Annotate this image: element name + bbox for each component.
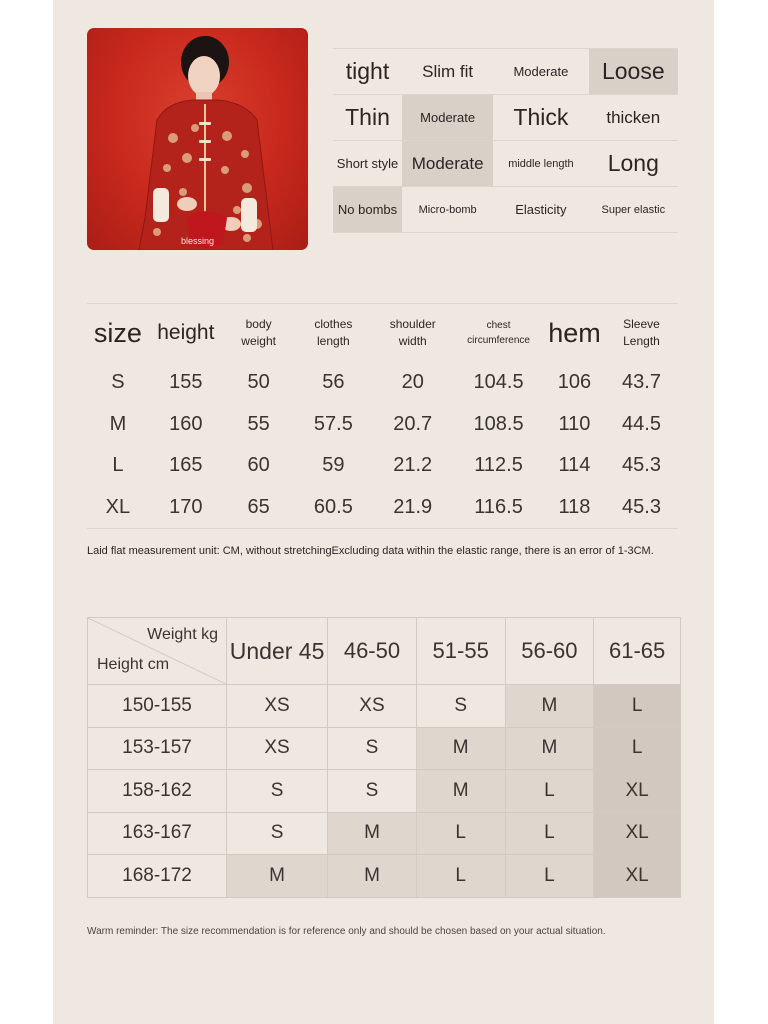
measurement-cell: 45.3	[622, 454, 661, 477]
recommended-size-cell: XL	[594, 855, 681, 898]
recommendation-row	[88, 812, 681, 855]
attribute-row	[333, 187, 678, 233]
attribute-cell: Elasticity	[493, 187, 588, 233]
measurement-cell: 56	[322, 371, 345, 394]
weight-column-header: 56-60	[505, 618, 594, 685]
recommended-size-cell: M	[416, 770, 505, 813]
attribute-cell: tight	[333, 49, 402, 95]
recommended-size-cell: L	[416, 855, 505, 898]
attribute-cell: Micro-bomb	[402, 187, 493, 233]
recommended-size-cell: L	[594, 685, 681, 728]
recommended-size-cell: L	[505, 855, 594, 898]
measurement-cell: 65	[223, 487, 295, 529]
attribute-row	[333, 141, 678, 187]
measurement-cell: 155	[169, 371, 203, 394]
measurement-column-header: clothes length	[294, 304, 372, 363]
weight-axis-label: Weight kg	[147, 626, 218, 643]
measurement-column-header: hem	[544, 304, 605, 363]
measurement-cell: 110	[558, 412, 591, 435]
measurement-cell: 160	[169, 412, 203, 435]
measurement-cell: XL	[87, 487, 149, 529]
recommended-size-cell: M	[416, 727, 505, 770]
attribute-cell: middle length	[493, 141, 588, 187]
measurement-cell: 50	[247, 371, 270, 394]
measurement-column-header: body weight	[223, 304, 295, 363]
weight-column-header: 61-65	[594, 618, 681, 685]
measurement-cell: 106	[557, 371, 592, 394]
measurement-cell: 170	[149, 487, 223, 529]
attribute-cell-selected: Loose	[589, 49, 678, 95]
measurement-cell: 116.5	[453, 487, 544, 529]
height-range-cell: 153-157	[88, 727, 227, 770]
measurement-cell: M	[109, 412, 127, 435]
recommended-size-cell: S	[328, 727, 417, 770]
weight-column-header: Under 45	[227, 618, 328, 685]
measurement-cell: S	[111, 371, 125, 394]
attribute-cell-selected: Moderate	[402, 95, 493, 141]
recommended-size-cell: XS	[227, 685, 328, 728]
measurement-header-row	[87, 304, 678, 363]
measurement-column-header: chest circumference	[453, 304, 544, 363]
corner-header	[88, 618, 227, 685]
measurement-row	[87, 487, 678, 529]
recommended-size-cell: S	[227, 770, 328, 813]
measurement-cell: 112.5	[474, 454, 523, 477]
attribute-cell: Thick	[493, 95, 588, 141]
recommendation-row	[88, 727, 681, 770]
photo-caption: blessing	[180, 236, 215, 246]
measurement-cell: 104.5	[473, 371, 524, 394]
recommendation-row	[88, 770, 681, 813]
measurement-column-header: height	[149, 304, 223, 363]
attribute-cell-selected: No bombs	[333, 187, 402, 233]
recommended-size-cell: M	[328, 812, 417, 855]
measurement-column-header: Sleeve Length	[605, 304, 678, 363]
recommended-size-cell: S	[227, 812, 328, 855]
height-axis-label: Height cm	[97, 656, 170, 673]
weight-header-row	[88, 618, 681, 685]
recommended-size-cell: XS	[328, 685, 417, 728]
recommended-size-cell: XS	[227, 727, 328, 770]
measurement-cell: 114	[558, 454, 591, 477]
measurement-cell: 108.5	[473, 412, 524, 435]
measurement-cell: 20	[401, 371, 424, 394]
product-photo	[87, 28, 308, 250]
measurement-column-header: shoulder width	[372, 304, 453, 363]
measurement-cell: 165	[169, 454, 203, 477]
measurement-cell: 21.9	[372, 487, 453, 529]
measurement-row	[87, 362, 678, 404]
recommendation-row	[88, 685, 681, 728]
attribute-cell: Moderate	[493, 49, 588, 95]
attribute-cell: thicken	[589, 95, 678, 141]
attribute-row	[333, 95, 678, 141]
model-illustration	[87, 28, 308, 250]
recommended-size-cell: S	[328, 770, 417, 813]
weight-column-header: 51-55	[416, 618, 505, 685]
measurement-cell: 44.5	[622, 412, 661, 435]
measurement-cell: 60	[247, 454, 270, 477]
weight-column-header: 46-50	[328, 618, 417, 685]
measurement-cell: 57.5	[313, 412, 353, 435]
recommended-size-cell: XL	[594, 812, 681, 855]
warm-reminder: Warm reminder: The size recommendation is for reference only and should be chosen based on your actual situation.	[87, 926, 606, 937]
size-measurement-table	[87, 303, 678, 529]
measurement-cell: 20.7	[393, 412, 433, 435]
measurement-row	[87, 445, 678, 487]
measurement-cell: 43.7	[622, 371, 661, 394]
recommended-size-cell: M	[505, 727, 594, 770]
measurement-note: Laid flat measurement unit: CM, without stretchingExcluding data within the elastic range, there is an error of 1-3CM.	[87, 545, 654, 557]
recommended-size-cell: M	[328, 855, 417, 898]
recommended-size-cell: L	[505, 770, 594, 813]
recommended-size-cell: L	[416, 812, 505, 855]
measurement-cell: 55	[247, 412, 270, 435]
height-range-cell: 158-162	[88, 770, 227, 813]
measurement-cell: L	[112, 454, 124, 477]
height-range-cell: 163-167	[88, 812, 227, 855]
recommended-size-cell: S	[416, 685, 505, 728]
attribute-cell: Short style	[333, 141, 402, 187]
fabric-attributes-table	[333, 48, 678, 233]
attribute-cell: Thin	[333, 95, 402, 141]
recommended-size-cell: XL	[594, 770, 681, 813]
recommendation-row	[88, 855, 681, 898]
height-range-cell: 150-155	[88, 685, 227, 728]
attribute-row	[333, 49, 678, 95]
measurement-cell: 45.3	[605, 487, 678, 529]
recommended-size-cell: L	[505, 812, 594, 855]
measurement-cell: 59	[322, 454, 345, 477]
attribute-cell-selected: Moderate	[402, 141, 493, 187]
size-recommendation-table	[87, 617, 681, 898]
recommended-size-cell: L	[594, 727, 681, 770]
measurement-cell: 60.5	[294, 487, 372, 529]
attribute-cell: Super elastic	[589, 187, 678, 233]
height-range-cell: 168-172	[88, 855, 227, 898]
measurement-cell: 118	[544, 487, 605, 529]
attribute-cell: Long	[589, 141, 678, 187]
measurement-cell: 21.2	[393, 454, 433, 477]
recommended-size-cell: M	[227, 855, 328, 898]
measurement-column-header: size	[87, 304, 149, 363]
recommended-size-cell: M	[505, 685, 594, 728]
measurement-row	[87, 404, 678, 446]
attribute-cell: Slim fit	[402, 49, 493, 95]
